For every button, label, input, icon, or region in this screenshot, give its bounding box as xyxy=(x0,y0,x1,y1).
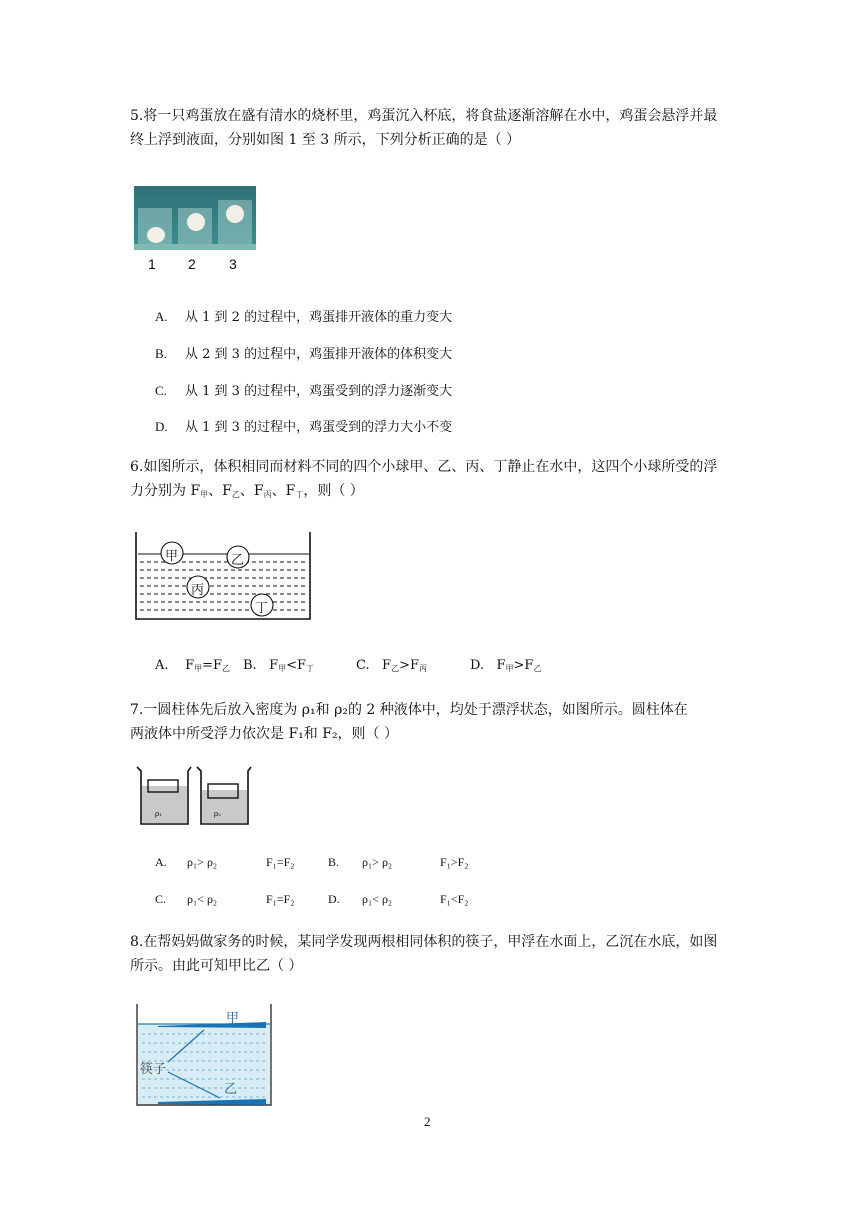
q7-option-c-rho: ρ₁< ρ₂ xyxy=(187,892,218,906)
q6-option-b[interactable]: B. $F_甲<F_丁$ xyxy=(243,658,315,673)
q5-option-a[interactable]: A. 从 1 到 2 的过程中，鸡蛋排开液体的重力变大 xyxy=(155,309,453,325)
ball-label-jia: 甲 xyxy=(165,549,179,564)
q7-option-c-force: F₁=F₂ xyxy=(266,892,295,906)
egg-fig-label-3: 3 xyxy=(229,256,237,272)
q7-option-d-force: F₁<F₂ xyxy=(440,892,469,906)
question-8-stem: 8.在帮妈妈做家务的时候，某同学发现两根相同体积的筷子，甲浮在水面上，乙沉在水底，如图所示。由此可知甲比乙（ ） xyxy=(130,934,718,974)
q5-option-d[interactable]: D. 从 1 到 3 的过程中，鸡蛋受到的浮力大小不变 xyxy=(155,419,453,435)
chopstick-label-jia: 甲 xyxy=(226,1011,240,1026)
ball-label-yi: 乙 xyxy=(231,553,245,568)
q7-option-b[interactable]: B. xyxy=(328,855,340,869)
rho2-label: ρ₂ xyxy=(214,810,221,818)
q7-option-a[interactable]: A. xyxy=(155,855,167,869)
egg-beakers-figure xyxy=(134,186,256,254)
question-5-stem: 5.将一只鸡蛋放在盛有清水的烧杯里，鸡蛋沉入杯底，将食盐逐渐溶解在水中，鸡蛋会悬浮并最终上浮到液面，分别如图 1 至 3 所示，下列分析正确的是（ ） xyxy=(130,108,718,148)
chopstick-label-yi: 乙 xyxy=(224,1082,238,1097)
ball-label-bing: 丙 xyxy=(191,583,205,598)
question-7-stem: 7.一圆柱体先后放入密度为 ρ₁和 ρ₂的 2 种液体中，均处于漂浮状态，如图所示。圆柱体在 两液体中所受浮力依次是 F₁和 F₂，则（ ） xyxy=(130,702,688,742)
q7-option-c[interactable]: C. xyxy=(155,892,167,906)
rho1-label: ρ₁ xyxy=(155,810,162,818)
q7-option-d[interactable]: D. xyxy=(328,892,340,906)
ball-label-ding: 丁 xyxy=(255,601,269,616)
page-number: 2 xyxy=(424,1114,431,1129)
cylinder-beakers-figure xyxy=(134,764,254,832)
egg-fig-label-2: 2 xyxy=(188,256,196,272)
four-balls-figure xyxy=(134,530,314,626)
question-6-stem: 6.如图所示，体积相同而材料不同的四个小球甲、乙、丙、丁静止在水中，这四个小球所受的浮力分别为 $F_甲$、$F_乙$、$F_丙$、$F_丁$，则（ ） xyxy=(130,459,718,499)
q7-option-a-force: F₁=F₂ xyxy=(266,855,295,869)
q6-option-d[interactable]: D. $F_甲>F_乙$ xyxy=(470,658,542,673)
q5-option-c[interactable]: C. 从 1 到 3 的过程中，鸡蛋受到的浮力逐渐变大 xyxy=(155,383,453,399)
egg-fig-label-1: 1 xyxy=(148,256,156,272)
chopstick-label-side: 筷子 xyxy=(140,1062,167,1077)
q6-option-a[interactable]: A. $F_甲=F_乙$ xyxy=(155,658,231,673)
q7-option-b-force: F₁>F₂ xyxy=(440,855,469,869)
q7-option-d-rho: ρ₁< ρ₂ xyxy=(362,892,393,906)
q5-option-b[interactable]: B. 从 2 到 3 的过程中，鸡蛋排开液体的体积变大 xyxy=(155,346,453,362)
q6-option-c[interactable]: C. $F_乙>F_丙$ xyxy=(356,658,427,673)
q7-option-b-rho: ρ₁> ρ₂ xyxy=(362,855,393,869)
q7-option-a-rho: ρ₁> ρ₂ xyxy=(187,855,218,869)
